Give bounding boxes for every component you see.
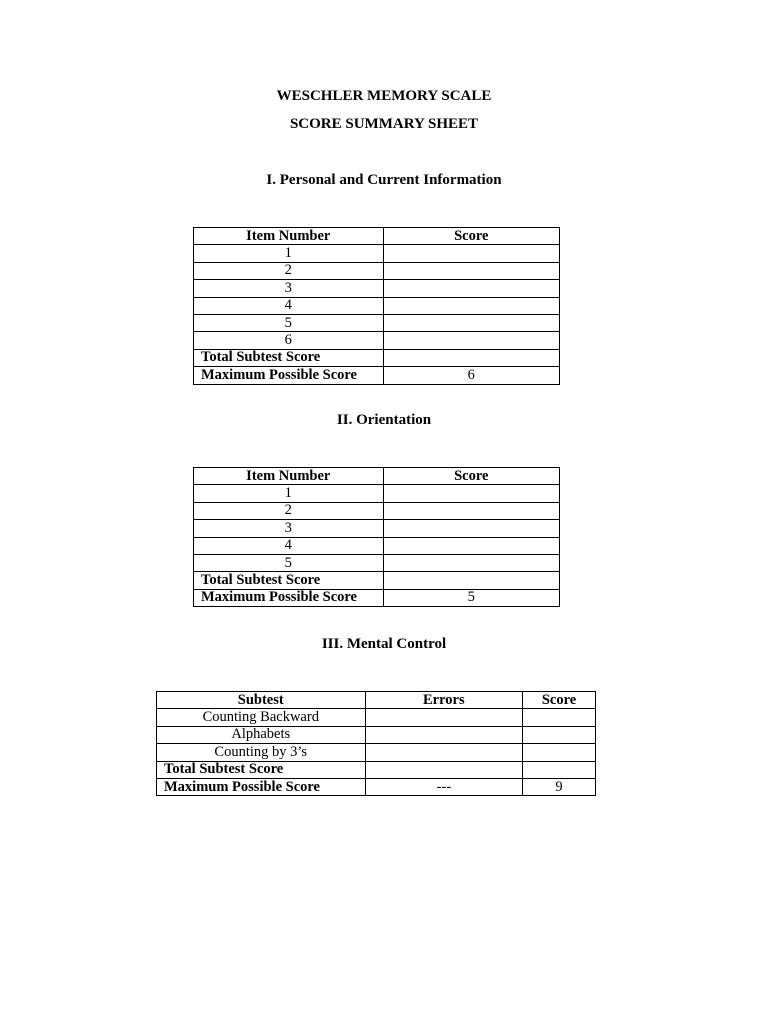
score-cell[interactable] — [383, 520, 559, 537]
score-cell[interactable] — [383, 314, 559, 331]
table-row — [194, 262, 560, 279]
max-possible-score-label: Maximum Possible Score — [194, 367, 384, 384]
table-header-row — [194, 468, 560, 485]
max-errors-value: --- — [365, 778, 523, 795]
table-row — [194, 554, 560, 571]
section-heading-mental-control: III. Mental Control — [321, 636, 447, 652]
column-header-score: Score — [383, 228, 559, 245]
max-possible-score-label: Maximum Possible Score — [157, 778, 366, 795]
score-cell[interactable] — [523, 726, 596, 743]
total-score-cell[interactable] — [383, 349, 559, 366]
max-row — [194, 589, 560, 606]
column-header-score: Score — [523, 692, 596, 709]
max-score-value: 5 — [383, 589, 559, 606]
table-row — [194, 245, 560, 262]
errors-cell[interactable] — [365, 744, 523, 761]
total-subtest-score-label: Total Subtest Score — [194, 349, 384, 366]
total-subtest-score-label: Total Subtest Score — [157, 761, 366, 778]
total-row — [194, 349, 560, 366]
personal-info-table — [193, 227, 560, 385]
subtest-name-cell: Counting Backward — [157, 709, 366, 726]
table-row — [157, 726, 596, 743]
subtest-name-cell: Alphabets — [157, 726, 366, 743]
table-header-row — [194, 228, 560, 245]
total-score-cell[interactable] — [523, 761, 596, 778]
errors-cell[interactable] — [365, 726, 523, 743]
table-row — [194, 485, 560, 502]
table-row — [194, 297, 560, 314]
table-row — [194, 280, 560, 297]
item-number-cell: 2 — [194, 262, 384, 279]
score-cell[interactable] — [383, 502, 559, 519]
score-cell[interactable] — [383, 297, 559, 314]
column-header-item-number: Item Number — [194, 228, 384, 245]
item-number-cell: 4 — [194, 297, 384, 314]
total-row — [194, 572, 560, 589]
item-number-cell: 1 — [194, 245, 384, 262]
item-number-cell: 3 — [194, 280, 384, 297]
score-cell[interactable] — [383, 262, 559, 279]
table-row — [194, 520, 560, 537]
item-number-cell: 5 — [194, 314, 384, 331]
mental-control-table — [156, 691, 596, 796]
score-cell[interactable] — [383, 485, 559, 502]
table-row — [194, 502, 560, 519]
total-score-cell[interactable] — [383, 572, 559, 589]
item-number-cell: 6 — [194, 332, 384, 349]
max-score-value: 9 — [523, 778, 596, 795]
column-header-subtest: Subtest — [157, 692, 366, 709]
score-cell[interactable] — [383, 537, 559, 554]
section-heading-personal-info: I. Personal and Current Information — [266, 172, 502, 188]
column-header-errors: Errors — [365, 692, 523, 709]
score-cell[interactable] — [383, 280, 559, 297]
errors-cell[interactable] — [365, 709, 523, 726]
total-row — [157, 761, 596, 778]
subtest-name-cell: Counting by 3’s — [157, 744, 366, 761]
section-heading-orientation: II. Orientation — [336, 412, 432, 428]
item-number-cell: 4 — [194, 537, 384, 554]
table-row — [194, 537, 560, 554]
total-errors-cell[interactable] — [365, 761, 523, 778]
table-row — [194, 314, 560, 331]
item-number-cell: 3 — [194, 520, 384, 537]
total-subtest-score-label: Total Subtest Score — [194, 572, 384, 589]
item-number-cell: 2 — [194, 502, 384, 519]
max-possible-score-label: Maximum Possible Score — [194, 589, 384, 606]
document-subtitle: SCORE SUMMARY SHEET — [289, 116, 479, 132]
column-header-score: Score — [383, 468, 559, 485]
max-score-value: 6 — [383, 367, 559, 384]
score-cell[interactable] — [383, 245, 559, 262]
table-row — [157, 709, 596, 726]
score-cell[interactable] — [523, 744, 596, 761]
score-cell[interactable] — [383, 332, 559, 349]
max-row — [194, 367, 560, 384]
document-title: WESCHLER MEMORY SCALE — [276, 88, 492, 104]
item-number-cell: 1 — [194, 485, 384, 502]
orientation-table — [193, 467, 560, 607]
score-cell[interactable] — [383, 554, 559, 571]
table-row — [157, 744, 596, 761]
score-cell[interactable] — [523, 709, 596, 726]
table-row — [194, 332, 560, 349]
item-number-cell: 5 — [194, 554, 384, 571]
max-row — [157, 778, 596, 795]
table-header-row — [157, 692, 596, 709]
column-header-item-number: Item Number — [194, 468, 384, 485]
